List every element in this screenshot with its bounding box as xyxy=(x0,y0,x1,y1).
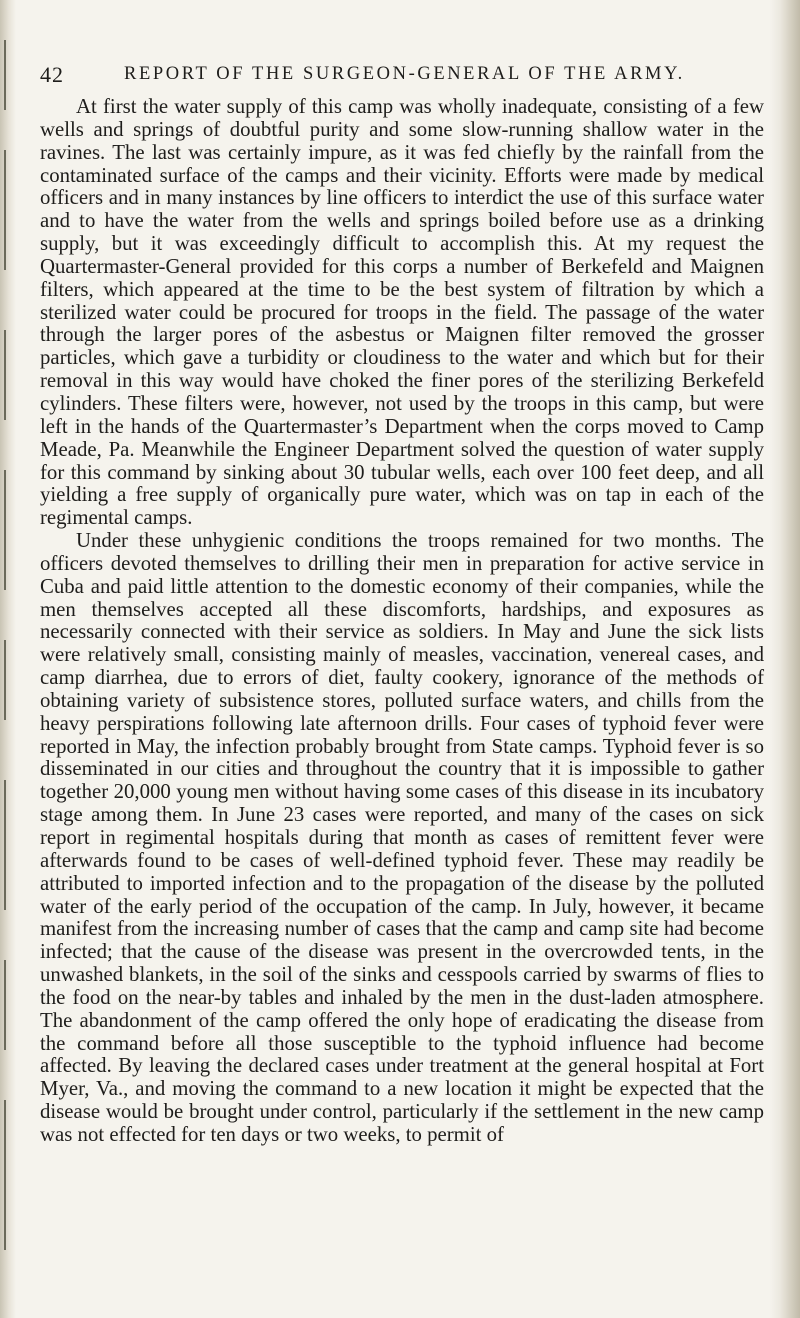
running-head-title: REPORT OF THE SURGEON-GENERAL OF THE ARMY. xyxy=(124,64,685,84)
body-text xyxy=(40,96,764,1147)
margin-mark xyxy=(4,40,6,110)
page-number: 42 xyxy=(40,62,64,87)
margin-mark xyxy=(4,780,6,910)
paragraph-unhygienic-conditions: Under these unhygienic conditions the troops remained for two months. The officers devoted themselves to drilling their men in preparation for active service in Cuba and paid little attention to the domestic economy of their companies, while the men themselves accepted all these discomforts, hardships, and exposures as necessarily connected with their service as soldiers. In May and June the sick lists were relatively small, consisting mainly of measles, vaccination, venereal cases, and camp diarrhea, due to errors of diet, faulty cookery, ignorance of the methods of obtaining variety of subsistence stores, polluted surface waters, and chills from the heavy perspirations following late afternoon drills. Four cases of typhoid fever were reported in May, the infection probably brought from State camps. Typhoid fever is so disseminated in our cities and throughout the country that it is impossible to gather together 20,000 young men without having some cases of this disease in its incubatory stage among them. In June 23 cases were reported, and many of the cases on sick report in regimental hospitals during that month as cases of remittent fever were afterwards found to be cases of well-defined typhoid fever. These may readily be attributed to imported infection and to the propagation of the disease by the polluted water of the early period of the occupation of the camp. In July, however, it became manifest from the increasing number of cases that the camp and camp site had become infected; that the cause of the disease was present in the overcrowded tents, in the unwashed blankets, in the soil of the sinks and cesspools carried by swarms of flies to the food on the near-by tables and inhaled by the men in the dust-laden atmosphere. The abandonment of the camp offered the only hope of eradicating the disease from the command before all those susceptible to the typhoid influence had become affected. By leaving the declared cases under treatment at the general hospital at Fort Myer, Va., and moving the command to a new location it might be expected that the disease would be brought under control, particularly if the settlement in the new camp was not effected for ten days or two weeks, to permit of xyxy=(40,529,764,1146)
margin-mark xyxy=(4,150,6,270)
margin-mark xyxy=(4,640,6,720)
running-head xyxy=(40,62,762,92)
margin-mark xyxy=(4,470,6,590)
margin-mark xyxy=(4,330,6,420)
margin-mark xyxy=(4,1100,6,1250)
margin-mark xyxy=(4,960,6,1050)
paragraph-water-supply: At first the water supply of this camp was wholly inadequate, consisting of a few wells and springs of doubtful purity and some slow-running shallow water in the ravines. The last was certainly impure, as it was fed chiefly by the rainfall from the contaminated surface of the camps and their vicinity. Efforts were made by medical officers and in many instances by line officers to interdict the use of this surface water and to have the water from the wells and springs boiled before use as a drinking supply, but it was exceedingly difficult to accomplish this. At my request the Quartermaster-General provided for this corps a number of Berkefeld and Maignen filters, which appeared at the time to be the best system of filtration by which a sterilized water could be procured for troops in the field. The passage of the water through the larger pores of the asbestus or Maignen filter removed the grosser particles, which gave a turbidity or cloudiness to the water and which but for their removal in this way would have choked the finer pores of the sterilizing Berkefeld cylinders. These filters were, however, not used by the troops in this camp, but were left in the hands of the Quartermaster’s Department when the corps moved to Camp Meade, Pa. Meanwhile the Engineer Department solved the question of water supply for this command by sinking about 30 tubular wells, each over 100 feet deep, and all yielding a free supply of organically pure water, which was on tap in each of the regimental camps. xyxy=(40,95,764,530)
page-right-edge xyxy=(770,0,800,1318)
page-left-edge xyxy=(0,0,16,1318)
